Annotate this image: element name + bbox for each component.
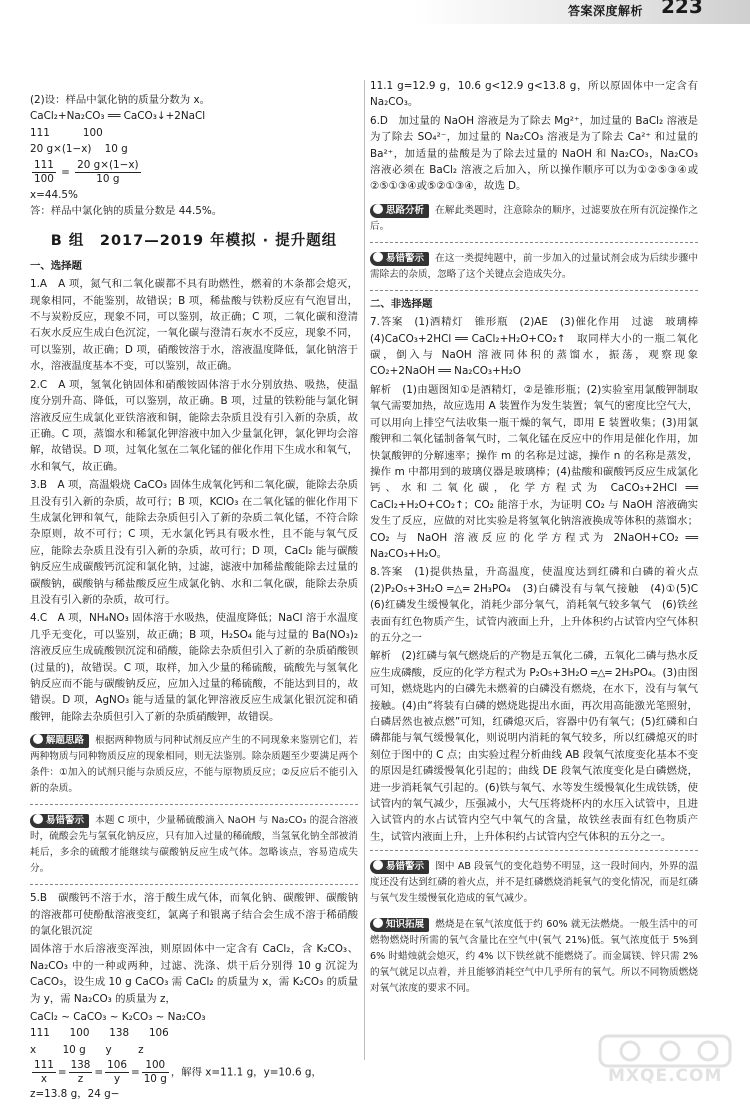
note-box bbox=[370, 201, 698, 237]
note-tag: 易错警示 bbox=[30, 814, 89, 828]
note-text: 图中 AB 段氧气的变化趋势不明显，这一段时间内，外界的温度还没有达到红磷的着火点，并不是红磷燃烧消耗氧气的变化情况，而是红磷与氧气发生缓慢氧化造成的氧气减少。 bbox=[370, 861, 698, 905]
dashed-divider bbox=[30, 804, 358, 805]
subsection-title: 二、非选择题 bbox=[370, 297, 433, 310]
text-line: 111 100 bbox=[30, 126, 103, 139]
warning-icon bbox=[373, 252, 383, 262]
note-box bbox=[30, 731, 358, 799]
text-line: x 10 g y z bbox=[30, 1043, 144, 1056]
watermark-shape bbox=[590, 1030, 740, 1100]
note-tag: 知识拓展 bbox=[370, 918, 429, 932]
note-box bbox=[370, 249, 698, 285]
note-tag: 思路分析 bbox=[370, 204, 429, 218]
note-tag: 易错警示 bbox=[370, 252, 429, 266]
note-text: 根据两种物质与同种试剂反应产生的不同现象来鉴别它们，若两种物质与同种物质反应的现象相同，则无法鉴别。除杂质题至少要满足两个条件：①加入的试剂只能与杂质反应，不能与原物质反应；②反应后不能引入新的杂质。 bbox=[30, 735, 358, 795]
note-box bbox=[30, 811, 358, 879]
dashed-divider bbox=[370, 242, 698, 243]
explanation-item: 解析 (1)由题图知①是酒精灯，②是锥形瓶；(2)实验室用氯酸钾制取氧气需要加热，故应选用 A 装置作为发生装置；氧气的密度比空气大，可以用向上排空气法收集一瓶干燥的氧气，即用 E 装置收集；(3)用氯酸钾和二氧化锰制备氧气时，二氧化锰在反应中的作用是催化作用，加快氯酸钾的分解速率；操作 m 的名称是过滤，操作 n 的名称是蒸发，操作 m 中都用到的玻璃仪器是玻璃棒；(4)盐酸和碳酸钙反应生成氯化钙、水和二氧化碳，化学方程式为 CaCO₃+2HCl ══ CaCl₂+H₂O+CO₂↑；CO₂ 能溶于水，为证明 CO₂ 与 NaOH 溶液确实发生了反应，应做的对比实验是将氢氧化钠溶液换成等体积的蒸馏水；CO₂ 与 NaOH 溶液反应的化学方程式为 2NaOH+CO₂ ══ Na₂CO₃+H₂O。 bbox=[370, 383, 698, 560]
text-line: 111 100 138 106 bbox=[30, 1027, 169, 1040]
answer-item: 2.C A 项，氢氧化钠固体和硝酸铵固体溶于水分别放热、吸热，使温度分别升高、降低，可以鉴别，故正确。B 项，过量的铁粉能与氯化铜溶液反应生成氯化亚铁溶液和铜，能除去杂质且没有引入新的杂质，故正确。C 项，蒸馏水和稀氯化钾溶液中加入少量氯化钾，氯化钾均会溶解，故错误。D 项，过氧化氢在二氧化锰的催化作用下生成水和氧气，水和氧气，故正确。 bbox=[30, 378, 358, 473]
lightbulb-icon bbox=[33, 734, 43, 744]
fraction: $\frac{106}{y}$ bbox=[107, 1059, 127, 1086]
dashed-divider bbox=[370, 290, 698, 291]
column-divider bbox=[364, 80, 365, 1060]
right-column bbox=[370, 78, 709, 1003]
answer-item: 8.答案 (1)提供热量，升高温度，使温度达到红磷和白磷的着火点 (2)P₂O₅+3H₂O ═△═ 2H₃PO₄ (3)白磷没有与氧气接触 (4)①(5)C (6)红磷发生缓慢氧化，消耗少部分氧气，消耗氧气较多氧气 (6)铁丝表面有红色物质产生，试管内液面上升，上升体积约占试管内空气体积的五分之一 bbox=[370, 566, 709, 644]
fraction: $\frac{138}{z}$ bbox=[70, 1059, 91, 1086]
answer-item: 1.A A 项，氮气和二氧化碳都不具有助燃性，燃着的木条都会熄灭，现象相同，不能鉴别，故错误；B 项，稀盐酸与铁粉反应有气泡冒出，不与炭粉反应，现象不同，可以鉴别，故正确；C 项，二氧化碳和澄清石灰水反应生成白色沉淀，一氧化碳与澄清石灰水不反应，现象不同，可以鉴别，故正确；D 项，硝酸铵溶于水，溶液温度降低，氯化钠溶于水，溶液温度基本不变，可以鉴别，故正确。 bbox=[30, 278, 358, 373]
text-line: CaCl₂ ~ CaCO₃ ~ K₂CO₃ ~ Na₂CO₃ bbox=[30, 1011, 206, 1024]
note-text: 本题 C 项中，少量稀硫酸滴入 NaOH 与 Na₂CO₃ 的混合溶液时，硫酸会先与氢氧化钠反应，只有加入过量的稀硫酸，当氢氧化钠全部被消耗后，多余的硫酸才能继续与碳酸钠反应生成气体。忽略该点，容易造成失分。 bbox=[30, 815, 358, 875]
note-tag: 易错警示 bbox=[370, 860, 429, 874]
text-line: 答：样品中氯化钠的质量分数是 44.5%。 bbox=[30, 205, 223, 218]
dashed-divider bbox=[370, 850, 698, 851]
left-column bbox=[30, 92, 358, 1104]
dashed-divider bbox=[30, 884, 358, 885]
text-line: CaCl₂+Na₂CO₃ ══ CaCO₃↓+2NaCl bbox=[30, 110, 206, 123]
warning-icon bbox=[373, 860, 383, 870]
fraction-equation: $\frac{111}{x}$ = $\frac{138}{z}$ = $\frac{106}{y}$ = $\frac{100}{10 g}$ ，解得 x=11.1 g，y=10.6 g，z=13.8 g，24 g− bbox=[30, 1059, 322, 1101]
warning-icon bbox=[33, 814, 43, 824]
book-icon bbox=[373, 918, 383, 928]
explanation-item: 解析 (2)红磷与氧气燃烧后的产物是五氧化二磷，五氧化二磷与热水反应生成磷酸，反应的化学方程式为 P₂O₅+3H₂O ═△═ 2H₃PO₄。(3)由图可知，燃烧匙内的白磷先未燃着的白磷没有燃烧，在水下，没有与氧气接触。(4)由“将装有白磷的燃烧匙提出水面，再次用高能激光笔照射，白磷居然也被点燃”可知，红磷熄灭后，容器中仍有氧气；(5)红磷和白磷都能与氧气缓慢氧化，则说明内消耗的氧气较多，所以红磷熄灭的时刻位于图中的 C 点；由实验过程分析曲线 AB 段氧气浓度变化基本不变的原因是红磷缓慢氧化引起的；曲线 DE 段氧气浓度变化是白磷燃烧，进一步消耗氧气引起的。(6)铁与氧气、水等发生缓慢氧化生成铁锈，使试管内的氧气减少，压强减小，大气压将烧杯内的水压入试管中，且进入试管内的水占试管内空气中氧气的含量，故铁丝表面有红色物质产生，试管内液面上升，上升体积约占试管内空气体积的五分之一。 bbox=[370, 650, 698, 843]
answer-item: 4.C A 项，NH₄NO₃ 固体溶于水吸热，使温度降低；NaCl 溶于水温度几乎无变化，可以鉴别，故正确；B 项，H₂SO₄ 能与过量的 Ba(NO₃)₂ 溶液反应生成硫酸钡沉淀和硝酸，能除去杂质但引入了新的杂质硝酸钡(过量的)，故错误。C 项，取样，加入少量的稀硫酸，硫酸先与氢氧化钠反应而不能与碳酸钠反应，应加入过量的稀硫酸，不能达到目的，故错误。D 项，AgNO₃ 能与适量的氯化钾溶液反应生成氯化银沉淀和硝酸钾，能除去杂质但引入了新的杂质硝酸钾，故错误。 bbox=[30, 612, 358, 723]
section-title: B 组 2017—2019 年模拟 · 提升题组 bbox=[50, 233, 338, 250]
answer-item: 6.D 加过量的 NaOH 溶液是为了除去 Mg²⁺，加过量的 BaCl₂ 溶液是为了除去 SO₄²⁻，加过量的 Na₂CO₃ 溶液是为了除去 Ca²⁺ 和过量的 Ba²⁺，加适量的盐酸是为了除去过量的 NaOH 和 Na₂CO₃，Na₂CO₃ 溶液必须在 BaCl₂ 溶液之后加入，所以操作顺序可以为①②⑤③④或②⑤①③④或⑤②①③④，故选 D。 bbox=[370, 114, 698, 193]
text-line: x=44.5% bbox=[30, 188, 78, 201]
text-line: 20 g×(1−x) 10 g bbox=[30, 143, 128, 156]
answer-item: 3.B A 项，高温煅烧 CaCO₃ 固体生成氧化钙和二氧化碳，能除去杂质且没有引入新的杂质，故可行；B 项，KClO₃ 在二氧化锰的催化作用下生成氯化钾和氧气，能除去杂质但引入了新的杂质二氧化锰，不符合除杂原则，故不可行；C 项，无水氯化钙具有吸水性，且不能与氧气反应，能除去杂质且没有引入新的杂质，故可行；D 项，CaCl₂ 能与碳酸钠反应生成碳酸钙沉淀和氯化钠，过滤，滤液中加稀盐酸能除去过量的碳酸钠，碳酸钠与稀盐酸反应生成氯化钠、水和二氧化碳，能除去杂质且没有引入新的杂质，故可行。 bbox=[30, 479, 358, 606]
note-tag: 解题思路 bbox=[30, 734, 89, 748]
header-title: 答案深度解析 bbox=[568, 4, 644, 18]
watermark-logo bbox=[590, 1030, 740, 1100]
page-number: 223 bbox=[661, 0, 703, 18]
fraction: $\frac{111}{100}$ bbox=[34, 158, 54, 185]
fraction: $\frac{20 g\times(1-x)}{10 g}$ bbox=[77, 158, 139, 185]
answer-item: 11.1 g=12.9 g，10.6 g<12.9 g<13.8 g，所以原固体中一定含有 Na₂CO₃。 bbox=[370, 80, 698, 109]
fraction: $\frac{100}{10 g}$ bbox=[143, 1059, 167, 1086]
answer-item: 固体溶于水后溶液变浑浊，则原固体中一定含有 CaCl₂，含 K₂CO₃、Na₂CO₃ 中的一种或两种，过滤、洗涤、烘干后分别得 10 g 沉淀为 CaCO₃，设生成 10 g CaCO₃ 需 CaCl₂ 的质量为 x，需 K₂CO₃ 的质量为 y，需 Na₂CO₃ 的质量为 z， bbox=[30, 943, 358, 1005]
note-box bbox=[370, 857, 698, 909]
answer-item: 7.答案 (1)酒精灯 锥形瓶 (2)AE (3)催化作用 过滤 玻璃棒 (4)CaCO₃+2HCl ══ CaCl₂+H₂O+CO₂↑ 取同样大小的一瓶二氧化碳，倒入与 NaOH 溶液同体积的蒸馏水，振荡，观察现象 CO₂+2NaOH ══ Na₂CO₃+H₂O bbox=[370, 316, 709, 378]
fraction-equation: $\frac{111}{100}$ = $\frac{20 g\times(1-x)}{10 g}$ bbox=[34, 158, 139, 185]
text-line: (2)设：样品中氯化钠的质量分数为 x。 bbox=[30, 94, 211, 106]
note-text: 燃烧是在氧气浓度低于约 60% 就无法燃烧。一般生活中的可燃物燃烧时所需的氧气含量比在空气中(氧气 21%)低。氧气浓度低于 5%到 6% 时蜡烛就会熄灭，约 4% 以下铁丝就不能燃烧了。而金属镁、锌只需 2% 的氧气就足以点着，并且能够消耗空气中几乎所有的氧气。所以不同物质燃烧对氧气浓度的要求不同。 bbox=[370, 919, 698, 995]
fraction: $\frac{111}{x}$ bbox=[34, 1059, 54, 1086]
note-text: 在这一类提纯题中，前一步加入的过量试剂会成为后续步骤中需除去的杂质，忽略了这个关键点会造成失分。 bbox=[370, 252, 698, 280]
subsection-title: 一、选择题 bbox=[30, 259, 82, 272]
lightbulb-icon bbox=[373, 204, 383, 214]
answer-item: 5.B 碳酸钙不溶于水，溶于酸生成气体，而氧化钠、碳酸钾、碳酸钠的溶液都可使酚酞溶液变红，氯离子和银离子结合会生成不溶于稀硝酸的氯化银沉淀 bbox=[30, 892, 358, 938]
note-box bbox=[370, 915, 698, 999]
watermark-text: MXQE.COM bbox=[608, 1066, 723, 1086]
note-text: 在解此类题时，注意除杂的顺序，过滤要放在所有沉淀操作之后。 bbox=[370, 204, 698, 232]
